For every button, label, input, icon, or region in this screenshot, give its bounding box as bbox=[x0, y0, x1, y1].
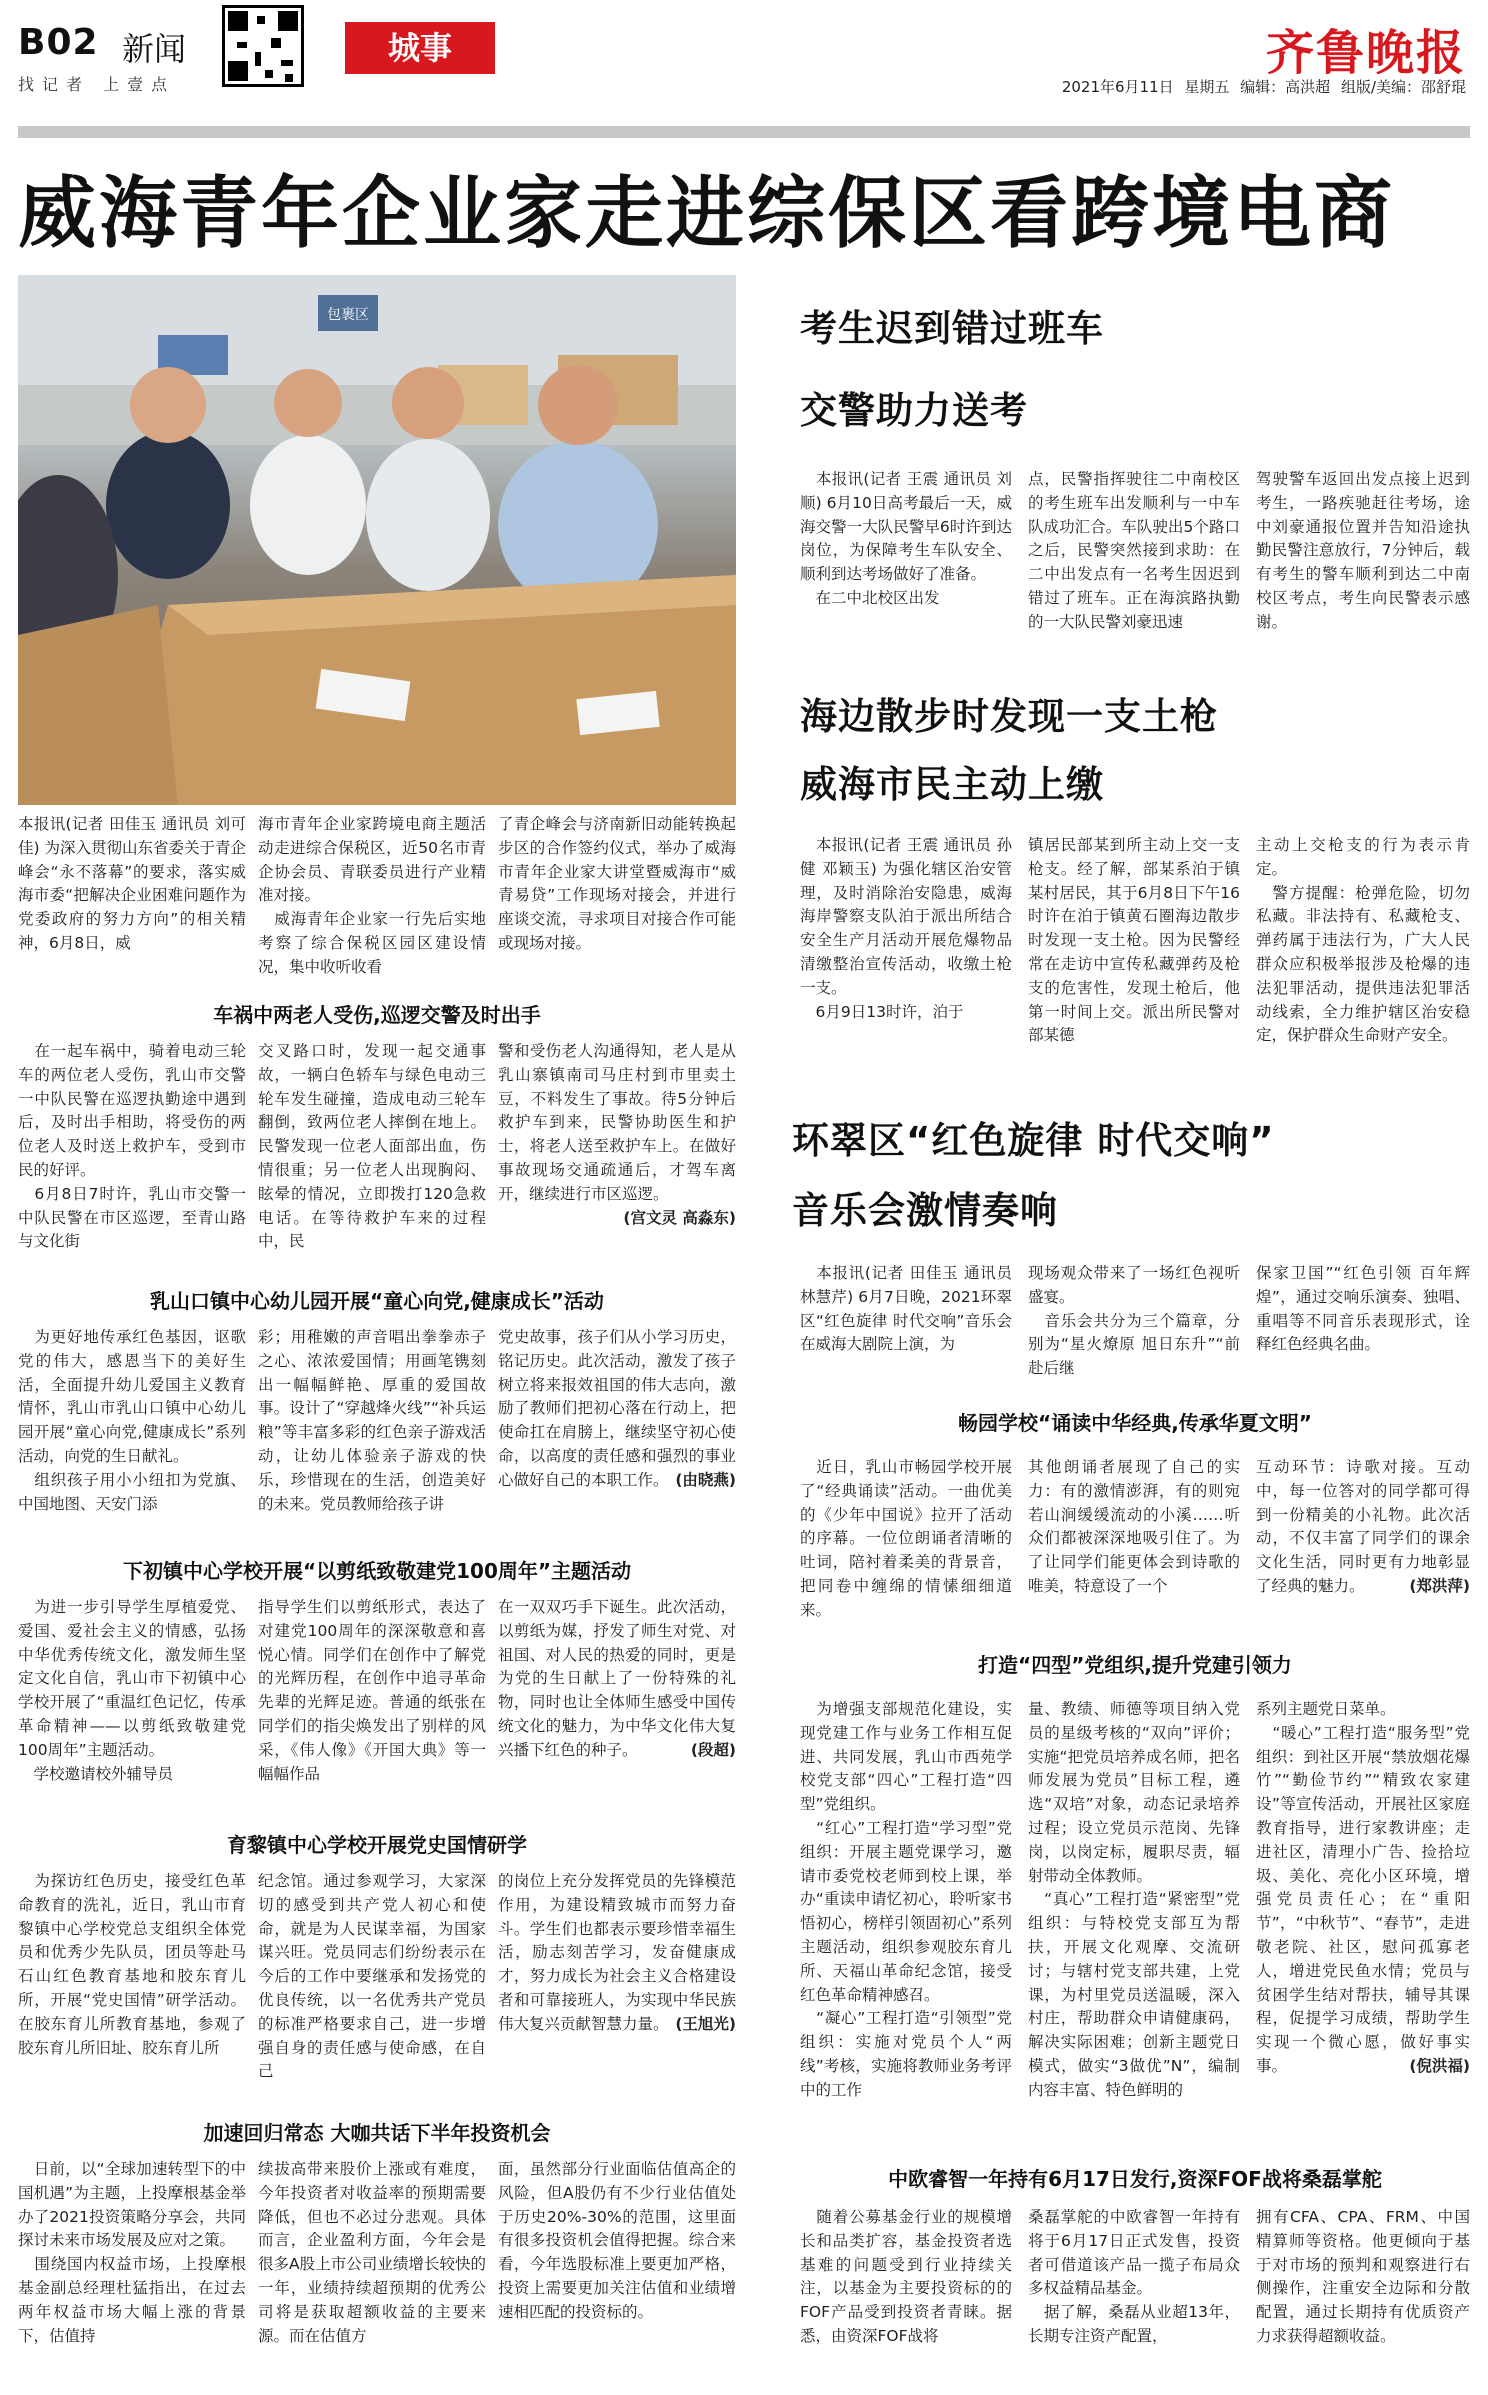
kindergarten-story-col2: 彩；用稚嫩的声音唱出拳拳赤子之心、浓浓爱国情；用画笔镌刻出一幅幅鲜艳、厚重的爱国故事。设计了“穿越烽火线”“补兵运粮”等丰富多彩的红色亲子游戏活动，让幼儿体验亲子游戏的快乐，珍惜现在的生活，创造美好的未来。党员教师给孩子讲 bbox=[258, 1328, 486, 1513]
party-history-story-text: 的岗位上充分发挥党员的先锋模范作用，为建设精致城市而努力奋斗。学生们也都表示要珍惜幸福生活，励志刻苦学习，发奋健康成才，努力成长为社会主义合格建设者和可靠接班人，为实现中华民族伟大复兴贡献智慧力量。 bbox=[498, 1872, 736, 2033]
fund-story-col2: 桑磊掌舵的中欧睿智一年持有将于6月17日正式发售，投资者可借道该产品一揽子布局众多权益精品基金。 据了解，桑磊从业超13年，长期专注资产配置， bbox=[1028, 2208, 1240, 2345]
car-story-col3 bbox=[498, 1040, 736, 1230]
classics-story-col1: 近日，乳山市畅园学校开展了“经典诵读”活动。一曲优美的《少年中国说》拉开了活动的序幕。一位位朗诵者清晰的吐词，陪衬着柔美的背景音，把同卷中缠绵的情愫细细道来。 bbox=[800, 1458, 1012, 1619]
fund-story-title: 中欧睿智一年持有6月17日发行,资深FOF战将桑磊掌舵 bbox=[888, 2167, 1382, 2191]
concert-story-title-line1: 环翠区“红色旋律 时代交响” bbox=[792, 1119, 1275, 1162]
concert-story-col3: 保家卫国”“红色引领 百年辉煌”，通过交响乐演奏、独唱、重唱等不同音乐表现形式，诠释红色经典名曲。 bbox=[1256, 1264, 1470, 1354]
party-history-story-col2: 纪念馆。通过参观学习，大家深切的感受到共产党人初心和使命，就是为人民谋幸福，为国家谋兴旺。党员同志们纷纷表示在今后的工作中要继承和发扬党的优良传统，以一名优秀共产党员的标准严格要求自己，进一步增强自身的责任感与使命感，在自己 bbox=[258, 1872, 486, 2081]
column-tag: 城事 bbox=[345, 22, 495, 74]
photo-illustration bbox=[18, 275, 736, 805]
newspaper-logo: 齐鲁晚报 bbox=[1265, 25, 1466, 81]
four-type-story-col2: 量、教绩、师德等项目纳入党员的星级考核的“双向”评价；实施“把党员培养成名师，把名师发展为党员”目标工程，遴选“双培”对象，动态记录培养过程；设立党员示范岗、先锋岗，以岗定标，履职尽责，辐射带动全体教师。 “真心”工程打造“紧密型”党组织：与特校党支部互为帮扶，开展文化观摩、交流研讨；与辖村党支部共建，上党课，为村里党员送温暖，深入村庄，帮助群众申请健康码，解决实际困难；创新主题党日模式，做实“3做优”N”，编制内容丰富、特色鲜明的 bbox=[1028, 1700, 1240, 2099]
concert-story-col2: 现场观众带来了一场红色视听盛宴。 音乐会共分为三个篇章，分别为“星火燎原 旭日东升”“前赴后继 bbox=[1028, 1264, 1240, 1378]
classics-story-text: 互动环节：诗歌对接。互动中，每一位答对的同学都可得到一份精美的小礼物。此次活动，不仅丰富了同学们的课余文化生活，同时更有力地彰显了经典的魅力。 bbox=[1256, 1458, 1470, 1595]
news-photo bbox=[18, 275, 736, 805]
gun-story-title-line2: 威海市民主动上缴 bbox=[800, 763, 1104, 806]
main-story-col2: 海市青年企业家跨境电商主题活动走进综合保税区，近50名市青企协会员、青联委员进行产业精准对接。 威海青年企业家一行先后实地考察了综合保税区园区建设情况，集中收听收看 bbox=[258, 815, 486, 976]
car-story-title: 车祸中两老人受伤,巡逻交警及时出手 bbox=[213, 1003, 541, 1027]
section-number: B02 bbox=[18, 22, 99, 63]
four-type-story-byline: (倪洪福) bbox=[1409, 2056, 1470, 2075]
slogan: 找记者 上壹点 bbox=[18, 75, 176, 94]
section-name: 新闻 bbox=[122, 30, 187, 68]
investment-story-col1: 日前，以“全球加速转型下的中国机遇”为主题，上投摩根基金举办了2021投资策略分享会，共同探讨未来市场发展及应对之策。 围绕国内权益市场，上投摩根基金副总经理杜猛指出，在过去两年权益市场大幅上涨的背景下，估值持 bbox=[18, 2160, 246, 2345]
box-label: 包裹区 bbox=[327, 307, 369, 323]
fund-story-col1: 随着公募基金行业的规模增长和品类扩容，基金投资者选基难的问题受到行业持续关注，以基金为主要投资标的的FOF产品受到投资者青睐。据悉，由资深FOF战将 bbox=[800, 2208, 1012, 2345]
four-type-story-text: 系列主题党日菜单。 “暖心”工程打造“服务型”党组织：到社区开展“禁放烟花爆竹”“勤俭节约”“精致农家建设”等宣传活动，开展社区家庭教育指导，进行家教讲座；走进社区，清理小广告、捡拾垃圾、美化、亮化小区环境，增强党员责任心；在“重阳节”，“中秋节”、“春节”，走进敬老院、社区，慰问孤寡老人，增进党民鱼水情；党员与贫困学生结对帮扶，辅导其课程，促提学习成绩，帮助学生实现一个微心愿，做好事实事。 bbox=[1256, 1700, 1470, 2075]
car-story-text: 警和受伤老人沟通得知，老人是从乳山寨镇南司马庄村到市里卖土豆，不料发生了事故。待5分钟后救护车到来，民警协助医生和护士，将老人送至救护车上。在做好事故现场交通疏通后，才驾车离开，继续进行市区巡逻。 bbox=[498, 1042, 736, 1203]
kindergarten-story-title: 乳山口镇中心幼儿园开展“童心向党,健康成长”活动 bbox=[150, 1289, 604, 1313]
qr-code-icon[interactable] bbox=[222, 5, 304, 87]
exam-story-col3: 驾驶警车返回出发点接上迟到考生，一路疾驰赶往考场，途中刘豪通报位置并告知沿途执勤民警注意放行，7分钟后，载有考生的警车顺利到达二中南校区考点，考生向民警表示感谢。 bbox=[1256, 470, 1470, 631]
kindergarten-story-text: 党史故事，孩子们从小学习历史，铭记历史。此次活动，激发了孩子树立将来报效祖国的伟大志向，激励了教师们把初心落在行动上，把使命扛在肩膀上，继续坚守初心使命，以高度的责任感和强烈的事业心做好自己的本职工作。 bbox=[498, 1328, 736, 1489]
papercut-story-col2: 指导学生们以剪纸形式，表达了对建党100周年的深深敬意和喜悦心情。同学们在创作中了解党的光辉历程，在创作中追寻革命先辈的光辉足迹。普通的纸张在同学们的指尖焕发出了别样的风采，《伟人像》《开国大典》等一幅幅作品 bbox=[258, 1598, 486, 1783]
party-history-story-col3 bbox=[498, 1870, 736, 2037]
concert-story-col1: 本报讯(记者 田佳玉 通讯员 林慧芹) 6月7日晚，2021环翠区“红色旋律 时代交响”音乐会在威海大剧院上演，为 bbox=[800, 1264, 1012, 1354]
papercut-story-byline: (段超) bbox=[690, 1740, 736, 1759]
fund-story-col3: 拥有CFA、CPA、FRM、中国精算师等资格。他更倾向于基于对市场的预判和观察进行右侧操作，注重安全边际和分散配置，通过长期持有优质资产力求获得超额收益。 bbox=[1256, 2208, 1470, 2345]
investment-story-title: 加速回归常态 大咖共话下半年投资机会 bbox=[203, 2121, 551, 2145]
party-history-story-col1: 为探访红色历史，接受红色革命教育的洗礼，近日，乳山市育黎镇中心学校党总支组织全体党员和优秀少先队员，团员等赴马石山红色教育基地和胶东育儿所，开展“党史国情”研学活动。在胶东育儿所教育基地，参观了胶东育儿所旧址、胶东育儿所 bbox=[18, 1872, 246, 2057]
classics-story-col2: 其他朗诵者展现了自己的实力：有的激情澎湃，有的则宛若山涧缓缓流动的小溪……听众们都被深深地吸引住了。为了让同学们能更体会到诗歌的唯美，特意设了一个 bbox=[1028, 1458, 1240, 1595]
party-history-story-byline: (王旭光) bbox=[675, 2014, 736, 2033]
four-type-story-title: 打造“四型”党组织,提升党建引领力 bbox=[978, 1653, 1292, 1677]
date-editor-line: 2021年6月11日 星期五 编辑：高洪超 组版/美编：邵舒琨 bbox=[1061, 78, 1466, 96]
investment-story-col2: 续拔高带来股价上涨或有难度，今年投资者对收益率的预期需要降低，但也不必过分悲观。具体而言，企业盈利方面，今年会是很多A股上市公司业绩增长较快的一年，业绩持续超预期的优秀公司将是获取超额收益的主要来源。而在估值方 bbox=[258, 2160, 486, 2345]
car-story-byline: (宫文灵 高淼东) bbox=[623, 1208, 736, 1227]
car-story-col2: 交叉路口时，发现一起交通事故，一辆白色轿车与绿色电动三轮车发生碰撞，造成电动三轮车翻倒，致两位老人摔倒在地上。民警发现一位老人面部出血，伤情很重；另一位老人出现胸闷、眩晕的情况，立即拨打120急救电话。在等待救护车来的过程中，民 bbox=[258, 1042, 486, 1251]
papercut-story-title: 下初镇中心学校开展“以剪纸致敬建党100周年”主题活动 bbox=[122, 1559, 632, 1583]
header-rule bbox=[18, 126, 1470, 138]
four-type-story-col1: 为增强支部规范化建设，实现党建工作与业务工作相互促进、共同发展，乳山市西苑学校党支部“四心”工程打造“四型”党组织。 “红心”工程打造“学习型”党组织：开展主题党课学习，邀请市委党校老师到校上课，举办“重读申请忆初心，聆听家书悟初心，榜样引领固初心”系列主题活动，组织参观胶东育儿所、天福山革命纪念馆，接受红色革命精神感召。 “凝心”工程打造“引领型”党组织：实施对党员个人“两线”考核，实施将教师业务考评中的工作 bbox=[800, 1700, 1012, 2099]
exam-story-col1: 本报讯(记者 王震 通讯员 刘顺) 6月10日高考最后一天，威海交警一大队民警早6时许到达岗位，为保障考生车队安全、顺利到达考场做好了准备。 在二中北校区出发 bbox=[800, 470, 1012, 607]
exam-story-col2: 点，民警指挥驶往二中南校区的考生班车出发顺利与一中车队成功汇合。车队驶出5个路口之后，民警突然接到求助：在二中出发点有一名考生因迟到错过了班车。正在海滨路执勤的一大队民警刘豪迅速 bbox=[1028, 470, 1240, 631]
exam-story-title-line2: 交警助力送考 bbox=[800, 389, 1028, 432]
main-story-col3: 了青企峰会与济南新旧动能转换起步区的合作签约仪式，举办了威海市青年企业家大讲堂暨威海市“威青易贷”工作现场对接会，并进行座谈交流，寻求项目对接合作可能或现场对接。 bbox=[498, 815, 736, 952]
investment-story-col3: 面，虽然部分行业面临估值高企的风险，但A股仍有不少行业估值处于历史20%-30%的范围，这里面有很多投资机会值得把握。综合来看，今年选股标准上要更加严格，投资上需要更加关注估值和业绩增速相匹配的投资标的。 bbox=[498, 2160, 736, 2321]
main-headline: 威海青年企业家走进综保区看跨境电商 bbox=[18, 169, 1396, 259]
car-story-col1: 在一起车祸中，骑着电动三轮车的两位老人受伤，乳山市交警一中队民警在巡逻执勤途中遇到后，及时出手相助，将受伤的两位老人及时送上救护车，受到市民的好评。 6月8日7时许，乳山市交警一中队民警在市区巡逻，至青山路与文化街 bbox=[18, 1042, 246, 1251]
gun-story-col3: 主动上交枪支的行为表示肯定。 警方提醒：枪弹危险，切勿私藏。非法持有、私藏枪支、弹药属于违法行为，广大人民群众应积极举报涉及枪爆的违法犯罪活动，提供违法犯罪活动线索，全力维护辖区治安稳定，保护群众生命财产安全。 bbox=[1256, 836, 1470, 1045]
classics-story-col3 bbox=[1256, 1456, 1470, 1599]
gun-story-col2: 镇居民部某到所主动上交一支枪支。经了解，部某系泊于镇某村居民，其于6月8日下午16时许在泊于镇黄石圈海边散步时发现一支土枪。因为民警经常在走访中宣传私藏弹药及枪支的危害性，发现土枪后，他第一时间上交。派出所民警对部某德 bbox=[1028, 836, 1240, 1045]
classics-story-byline: (郑洪萍) bbox=[1409, 1576, 1470, 1595]
papercut-story-col3 bbox=[498, 1596, 736, 1763]
gun-story-col1: 本报讯(记者 王震 通讯员 孙健 邓颖玉) 为强化辖区治安管理，及时消除治安隐患，威海海岸警察支队泊于派出所结合安全生产月活动开展危爆物品清缴整治宣传活动，收缴土枪一支。 6月9日13时许，泊于 bbox=[800, 836, 1012, 1021]
exam-story-title-line1: 考生迟到错过班车 bbox=[800, 307, 1104, 350]
classics-story-title: 畅园学校“诵读中华经典,传承华夏文明” bbox=[958, 1411, 1312, 1435]
party-history-story-title: 育黎镇中心学校开展党史国情研学 bbox=[227, 1833, 527, 1857]
gun-story-title-line1: 海边散步时发现一支土枪 bbox=[800, 695, 1218, 738]
concert-story-title-line2: 音乐会激情奏响 bbox=[792, 1189, 1058, 1232]
papercut-story-text: 在一双双巧手下诞生。此次活动，以剪纸为媒，抒发了师生对党、对祖国、对人民的热爱的同时，更是为党的生日献上了一份特殊的礼物，同时也让全体师生感受中国传统文化的魅力，为中华文化伟大复兴播下红色的种子。 bbox=[498, 1598, 736, 1759]
kindergarten-story-col1: 为更好地传承红色基因，讴歌党的伟大，感恩当下的美好生活，全面提升幼儿爱国主义教育情怀，乳山市乳山口镇中心幼儿园开展“童心向党,健康成长”系列活动，向党的生日献礼。 组织孩子用小小纽扣为党旗、中国地图、天安门添 bbox=[18, 1328, 246, 1513]
kindergarten-story-byline: (由晓燕) bbox=[675, 1470, 736, 1489]
papercut-story-col1: 为进一步引导学生厚植爱党、爱国、爱社会主义的情感，弘扬中华优秀传统文化，激发师生坚定文化自信，乳山市下初镇中心学校开展了“重温红色记忆，传承革命精神——以剪纸致敬建党100周年”主题活动。 学校邀请校外辅导员 bbox=[18, 1598, 246, 1783]
main-story-col1: 本报讯(记者 田佳玉 通讯员 刘可佳) 为深入贯彻山东省委关于青企峰会“永不落幕”的要求，落实威海市委“把解决企业困难问题作为党委政府的努力方向”的相关精神，6月8日，威 bbox=[18, 815, 246, 952]
kindergarten-story-col3 bbox=[498, 1326, 736, 1493]
four-type-story-col3 bbox=[1256, 1698, 1470, 2079]
